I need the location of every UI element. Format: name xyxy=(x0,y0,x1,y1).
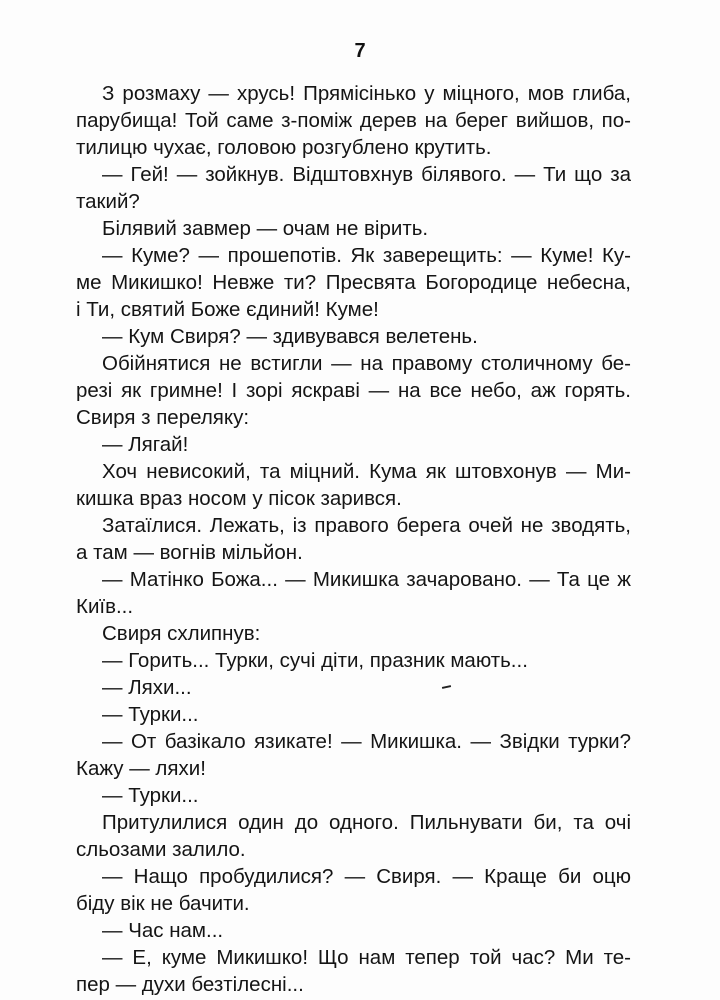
text-line: Свиря схлипнув: xyxy=(102,622,261,645)
text-line: — От базікало язикате! — Микишка. — Звідки турки? xyxy=(102,730,631,753)
text-line: — Матінко Божа... — Микишка зачаровано. — Та це ж xyxy=(102,568,631,591)
text-line: — Час нам... xyxy=(102,919,224,942)
text-line: — Ляхи... xyxy=(102,676,192,699)
text-line: парубища! Той саме з-поміж дерев на берег вийшов, по- xyxy=(76,109,631,132)
text-line: — Е, куме Микишко! Що нам тепер той час? Ми те- xyxy=(102,946,631,969)
text-line: Білявий завмер — очам не вірить. xyxy=(102,217,429,240)
text-line: Київ... xyxy=(76,595,134,618)
text-line: ме Микишко! Невже ти? Пресвята Богородице небесна, xyxy=(76,271,631,294)
text-line: — Нащо пробудилися? — Свиря. — Краще би оцю xyxy=(102,865,631,888)
text-line: — Лягай! xyxy=(102,433,189,456)
text-line: сльозами залило. xyxy=(76,838,246,861)
text-line: З розмаху — хрусь! Прямісінько у міцного, мов глиба, xyxy=(102,82,631,105)
text-line: біду вік не бачити. xyxy=(76,892,250,915)
text-line: і Ти, святий Боже єдиний! Куме! xyxy=(76,298,379,321)
text-line: Затаїлися. Лежать, із правого берега очей не зводять, xyxy=(102,514,631,537)
text-line: Притулилися один до одного. Пильнувати би, та очі xyxy=(102,811,631,834)
text-line: Хоч невисокий, та міцний. Кума як штовхонув — Ми- xyxy=(102,460,631,483)
text-line: а там — вогнів мільйон. xyxy=(76,541,303,564)
text-line: — Куме? — прошепотів. Як заверещить: — Куме! Ку- xyxy=(102,244,631,267)
text-line: Кажу — ляхи! xyxy=(76,757,206,780)
text-line: — Турки... xyxy=(102,703,199,726)
text-line: — Гей! — зойкнув. Відштовхнув білявого. — Ти що за xyxy=(102,163,631,186)
text-line: Свиря з переляку: xyxy=(76,406,250,429)
text-line: резі як гримне! І зорі яскраві — на все небо, аж горять. xyxy=(76,379,631,402)
text-line: — Турки... xyxy=(102,784,199,807)
text-line: кишка враз носом у пісок зарився. xyxy=(76,487,402,510)
body-text xyxy=(76,80,631,998)
text-line: тилицю чухає, головою розгублено крутить. xyxy=(76,136,492,159)
text-line: пер — духи безтілесні... xyxy=(76,973,304,996)
text-line: — Кум Свиря? — здивувався велетень. xyxy=(102,325,478,348)
page-number: 7 xyxy=(354,40,366,62)
text-line: Обійнятися не встигли — на правому столичному бе- xyxy=(102,352,631,375)
text-line: такий? xyxy=(76,190,140,213)
text-line: — Горить... Турки, сучі діти, празник мають... xyxy=(102,649,528,672)
